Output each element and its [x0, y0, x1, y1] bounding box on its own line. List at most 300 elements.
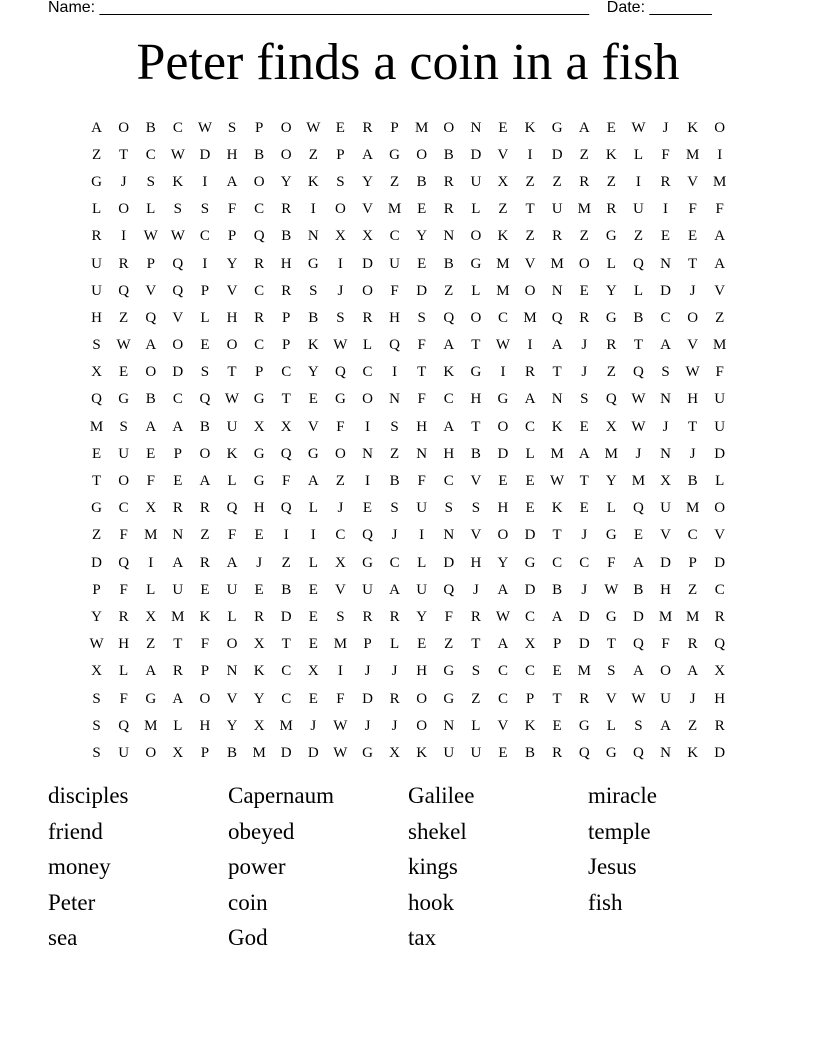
grid-letter: E	[119, 364, 129, 381]
grid-letter: U	[389, 255, 400, 272]
grid-letter: N	[443, 717, 455, 734]
grid-letter: E	[308, 608, 318, 625]
grid-letter: T	[471, 418, 481, 435]
grid-letter: Y	[307, 364, 319, 381]
grid-row	[83, 168, 733, 195]
grid-letter: E	[579, 418, 589, 435]
grid-letter: E	[308, 391, 318, 408]
grid-letter: K	[524, 119, 536, 136]
grid-letter: L	[471, 717, 481, 734]
grid-row	[83, 332, 733, 359]
grid-letter: G	[334, 391, 346, 408]
grid-letter: Q	[145, 309, 157, 326]
grid-letter: W	[197, 119, 212, 136]
grid-letter: M	[144, 527, 158, 544]
grid-row	[83, 658, 733, 685]
grid-letter: K	[551, 500, 563, 517]
grid-letter: O	[714, 500, 726, 517]
grid-letter: E	[552, 717, 562, 734]
grid-letter: Y	[497, 554, 509, 571]
grid-row	[83, 440, 733, 467]
grid-letter: R	[199, 554, 210, 571]
grid-letter: E	[173, 473, 183, 490]
grid-letter: U	[226, 418, 238, 435]
grid-letter: V	[362, 201, 373, 218]
word-list-item: Capernaum	[228, 783, 335, 808]
grid-letter: L	[308, 500, 318, 517]
grid-letter: G	[362, 554, 373, 571]
grid-row	[83, 114, 733, 141]
grid-row	[83, 739, 733, 766]
grid-letter: I	[148, 554, 154, 571]
grid-letter: L	[308, 554, 318, 571]
grid-letter: K	[253, 663, 265, 680]
grid-letter: T	[579, 473, 589, 490]
grid-row	[83, 685, 733, 712]
grid-letter: W	[631, 690, 646, 707]
grid-letter: G	[443, 663, 455, 680]
grid-letter: E	[579, 500, 589, 517]
grid-letter: V	[307, 418, 319, 435]
grid-letter: P	[282, 309, 291, 326]
grid-letter: T	[688, 255, 698, 272]
grid-letter: J	[337, 282, 344, 299]
page-title: Peter finds a coin in a fish	[136, 34, 680, 91]
grid-row	[83, 712, 733, 739]
grid-letter: O	[578, 255, 590, 272]
grid-letter: Y	[280, 173, 292, 190]
grid-letter: G	[307, 445, 319, 462]
grid-letter: D	[578, 636, 590, 653]
grid-letter: R	[714, 608, 725, 625]
grid-letter: F	[227, 201, 237, 218]
grid-letter: Q	[551, 309, 563, 326]
grid-letter: P	[173, 445, 182, 462]
grid-letter: E	[362, 500, 373, 517]
grid-letter: C	[335, 527, 346, 544]
grid-row	[83, 277, 733, 304]
grid-letter: C	[714, 581, 725, 598]
grid-letter: Q	[633, 744, 644, 761]
grid-letter: I	[283, 527, 289, 544]
grid-letter: Z	[688, 581, 698, 598]
grid-letter: V	[172, 309, 184, 326]
grid-letter: Z	[471, 690, 481, 707]
grid-letter: S	[417, 309, 426, 326]
word-list-item: kings	[408, 854, 458, 879]
grid-letter: U	[172, 581, 184, 598]
grid-row	[83, 386, 733, 413]
grid-letter: F	[444, 608, 453, 625]
grid-letter: G	[91, 500, 102, 517]
word-list-item: sea	[48, 925, 78, 950]
grid-letter: F	[715, 364, 724, 381]
grid-letter: U	[660, 690, 671, 707]
grid-letter: M	[713, 337, 727, 354]
grid-letter: A	[578, 119, 590, 136]
grid-row	[83, 304, 733, 331]
grid-letter: T	[281, 636, 291, 653]
grid-letter: H	[470, 391, 482, 408]
grid-letter: Q	[633, 500, 644, 517]
grid-letter: A	[524, 391, 536, 408]
grid-letter: Q	[334, 364, 346, 381]
grid-letter: F	[146, 473, 155, 490]
grid-letter: S	[146, 173, 155, 190]
word-list-item: God	[228, 925, 268, 950]
grid-letter: J	[391, 717, 398, 734]
grid-letter: G	[605, 527, 617, 544]
grid-letter: L	[606, 500, 616, 517]
grid-letter: X	[145, 608, 157, 625]
grid-letter: R	[254, 608, 265, 625]
grid-letter: C	[389, 228, 400, 245]
grid-letter: C	[497, 663, 508, 680]
grid-letter: D	[714, 744, 726, 761]
grid-letter: D	[660, 282, 671, 299]
grid-letter: I	[202, 173, 208, 190]
grid-letter: F	[417, 337, 426, 354]
grid-letter: O	[524, 282, 536, 299]
grid-letter: E	[688, 228, 698, 245]
grid-letter: J	[581, 337, 588, 354]
grid-letter: G	[605, 309, 617, 326]
grid-letter: T	[552, 690, 562, 707]
grid-letter: S	[200, 364, 210, 381]
grid-letter: Z	[715, 309, 725, 326]
grid-letter: J	[581, 581, 588, 598]
grid-letter: E	[254, 527, 264, 544]
grid-letter: Q	[91, 391, 102, 408]
grid-letter: L	[146, 201, 156, 218]
grid-letter: W	[333, 744, 348, 761]
grid-letter: T	[606, 636, 616, 653]
grid-letter: W	[224, 391, 240, 408]
grid-letter: I	[527, 337, 533, 354]
grid-letter: N	[660, 391, 671, 408]
grid-letter: Q	[280, 500, 292, 517]
grid-letter: W	[604, 581, 619, 598]
grid-letter: Q	[605, 391, 617, 408]
grid-letter: M	[415, 119, 429, 136]
grid-letter: C	[525, 663, 536, 680]
grid-letter: Q	[633, 636, 644, 653]
grid-letter: A	[199, 473, 211, 490]
grid-letter: B	[254, 146, 265, 163]
grid-letter: X	[253, 636, 265, 653]
grid-row	[83, 522, 733, 549]
grid-letter: M	[631, 473, 646, 490]
grid-letter: B	[633, 309, 644, 326]
grid-letter: D	[362, 255, 373, 272]
grid-letter: F	[200, 636, 210, 653]
grid-letter: N	[443, 527, 455, 544]
grid-letter: W	[631, 119, 646, 136]
grid-letter: L	[362, 337, 373, 354]
grid-letter: R	[687, 636, 698, 653]
grid-letter: Z	[525, 173, 535, 190]
grid-letter: Q	[118, 717, 130, 734]
word-list-item: money	[48, 854, 111, 879]
grid-letter: X	[497, 173, 509, 190]
grid-letter: O	[362, 391, 373, 408]
grid-letter: I	[121, 228, 127, 245]
grid-letter: A	[362, 146, 373, 163]
grid-letter: Y	[91, 608, 102, 625]
grid-letter: H	[226, 309, 238, 326]
grid-letter: L	[227, 608, 237, 625]
grid-letter: P	[254, 364, 264, 381]
grid-letter: B	[552, 581, 563, 598]
grid-letter: V	[226, 282, 238, 299]
grid-letter: S	[471, 663, 481, 680]
grid-letter: P	[200, 282, 210, 299]
grid-letter: M	[577, 663, 591, 680]
grid-letter: P	[525, 690, 535, 707]
grid-letter: Y	[416, 228, 428, 245]
grid-letter: I	[419, 527, 425, 544]
grid-letter: A	[551, 608, 563, 625]
grid-letter: H	[253, 500, 265, 517]
grid-letter: R	[362, 119, 373, 136]
grid-letter: O	[714, 119, 726, 136]
grid-letter: B	[525, 744, 536, 761]
grid-letter: O	[118, 473, 130, 490]
grid-letter: X	[280, 418, 292, 435]
grid-letter: U	[633, 201, 644, 218]
grid-letter: Z	[91, 527, 102, 544]
grid-letter: P	[200, 744, 210, 761]
grid-letter: O	[470, 309, 482, 326]
grid-letter: G	[551, 119, 563, 136]
grid-letter: Q	[443, 581, 455, 598]
grid-letter: E	[146, 445, 156, 462]
grid-letter: S	[336, 173, 345, 190]
grid-letter: A	[226, 554, 238, 571]
grid-letter: Z	[444, 636, 454, 653]
grid-letter: K	[307, 173, 319, 190]
grid-letter: A	[497, 581, 509, 598]
grid-letter: S	[200, 201, 210, 218]
grid-letter: X	[253, 717, 265, 734]
grid-letter: T	[525, 201, 535, 218]
grid-letter: Y	[253, 690, 265, 707]
grid-letter: J	[391, 663, 398, 680]
grid-letter: S	[390, 500, 399, 517]
word-list-item: temple	[588, 818, 651, 844]
grid-letter: H	[91, 309, 102, 326]
grid-letter: X	[524, 636, 536, 653]
word-list-item: friend	[48, 818, 103, 844]
grid-letter: E	[660, 228, 671, 245]
grid-letter: W	[495, 337, 511, 354]
grid-letter: Q	[389, 337, 400, 354]
grid-letter: G	[605, 608, 617, 625]
grid-letter: J	[391, 527, 398, 544]
grid-letter: C	[497, 309, 508, 326]
grid-letter: C	[443, 473, 454, 490]
grid-letter: E	[417, 255, 427, 272]
grid-letter: M	[550, 445, 564, 462]
grid-letter: S	[634, 717, 643, 734]
grid-letter: H	[199, 717, 211, 734]
grid-letter: B	[389, 473, 400, 490]
grid-letter: C	[389, 554, 400, 571]
grid-letter: H	[470, 554, 482, 571]
grid-letter: R	[281, 282, 292, 299]
grid-letter: B	[145, 391, 156, 408]
grid-letter: W	[143, 228, 158, 245]
grid-letter: O	[199, 690, 211, 707]
grid-letter: K	[605, 146, 617, 163]
grid-letter: B	[281, 581, 292, 598]
grid-letter: G	[145, 690, 157, 707]
grid-letter: K	[307, 337, 319, 354]
word-list-item: shekel	[408, 818, 467, 844]
grid-letter: R	[470, 608, 481, 625]
grid-letter: A	[226, 173, 238, 190]
word-list-item: coin	[228, 889, 268, 915]
grid-letter: L	[91, 201, 102, 218]
grid-letter: Z	[552, 173, 562, 190]
grid-letter: G	[389, 146, 400, 163]
grid-letter: L	[633, 146, 643, 163]
grid-row	[83, 359, 733, 386]
grid-letter: L	[227, 473, 237, 490]
grid-row	[83, 223, 733, 250]
grid-letter: N	[443, 228, 455, 245]
grid-letter: E	[633, 527, 643, 544]
grid-letter: Z	[389, 445, 400, 462]
grid-letter: J	[337, 500, 344, 517]
grid-letter: I	[392, 364, 398, 381]
grid-letter: U	[443, 744, 455, 761]
grid-letter: X	[91, 364, 102, 381]
grid-letter: X	[362, 228, 373, 245]
grid-letter: W	[631, 391, 646, 408]
grid-letter: O	[416, 146, 428, 163]
grid-letter: F	[417, 473, 426, 490]
grid-letter: V	[524, 255, 536, 272]
grid-letter: M	[550, 255, 564, 272]
grid-letter: D	[362, 690, 373, 707]
grid-letter: A	[660, 717, 671, 734]
grid-letter: U	[118, 445, 130, 462]
grid-row	[83, 467, 733, 494]
grid-letter: T	[227, 364, 237, 381]
grid-letter: G	[91, 173, 102, 190]
grid-letter: B	[443, 255, 454, 272]
word-list-item: disciples	[48, 783, 129, 808]
grid-letter: K	[416, 744, 428, 761]
grid-letter: M	[523, 309, 537, 326]
grid-letter: Z	[579, 228, 589, 245]
grid-letter: O	[172, 337, 184, 354]
grid-letter: W	[333, 337, 348, 354]
grid-letter: F	[227, 527, 237, 544]
grid-letter: O	[497, 418, 509, 435]
grid-letter: G	[307, 255, 319, 272]
grid-letter: S	[336, 309, 345, 326]
grid-letter: C	[281, 364, 292, 381]
grid-letter: R	[389, 608, 400, 625]
grid-letter: J	[310, 717, 317, 734]
grid-letter: L	[633, 282, 643, 299]
grid-letter: V	[687, 337, 699, 354]
grid-letter: H	[416, 663, 428, 680]
grid-letter: O	[334, 201, 346, 218]
grid-letter: N	[362, 445, 373, 462]
grid-letter: Q	[633, 255, 644, 272]
grid-letter: M	[333, 636, 348, 653]
grid-letter: Y	[605, 282, 617, 299]
grid-letter: I	[310, 527, 316, 544]
grid-letter: H	[443, 445, 455, 462]
grid-letter: M	[144, 717, 158, 734]
grid-row	[83, 495, 733, 522]
grid-letter: R	[552, 744, 563, 761]
grid-letter: J	[364, 663, 371, 680]
grid-letter: G	[118, 391, 130, 408]
grid-letter: X	[389, 744, 400, 761]
grid-letter: A	[660, 337, 671, 354]
grid-letter: N	[470, 119, 482, 136]
grid-letter: Q	[362, 527, 373, 544]
grid-letter: S	[92, 337, 101, 354]
grid-letter: D	[280, 744, 292, 761]
grid-letter: Y	[226, 255, 238, 272]
grid-letter: R	[172, 500, 183, 517]
grid-letter: C	[660, 309, 671, 326]
grid-letter: I	[635, 173, 641, 190]
grid-letter: V	[470, 527, 482, 544]
grid-letter: V	[687, 173, 699, 190]
grid-letter: I	[337, 255, 343, 272]
grid-letter: E	[417, 636, 427, 653]
grid-letter: G	[362, 744, 373, 761]
grid-letter: R	[91, 228, 102, 245]
grid-letter: D	[714, 554, 726, 571]
grid-letter: W	[170, 146, 185, 163]
word-list	[48, 780, 768, 958]
grid-letter: V	[470, 473, 482, 490]
word-list-item: power	[228, 854, 286, 879]
grid-letter: V	[145, 282, 157, 299]
grid-letter: W	[631, 418, 646, 435]
grid-row	[83, 549, 733, 576]
grid-letter: O	[497, 527, 509, 544]
grid-letter: H	[660, 581, 671, 598]
grid-letter: D	[172, 364, 184, 381]
grid-letter: G	[578, 717, 590, 734]
grid-letter: L	[119, 663, 129, 680]
grid-letter: P	[146, 255, 155, 272]
grid-letter: Z	[579, 146, 589, 163]
grid-letter: E	[525, 473, 535, 490]
header-name-date-line	[48, 0, 712, 18]
grid-letter: U	[714, 418, 726, 435]
grid-letter: I	[202, 255, 208, 272]
grid-letter: Y	[362, 173, 373, 190]
grid-letter: M	[685, 500, 700, 517]
grid-letter: Q	[714, 636, 726, 653]
grid-letter: X	[253, 418, 265, 435]
grid-letter: V	[605, 690, 617, 707]
grid-letter: F	[661, 146, 670, 163]
grid-letter: M	[496, 282, 510, 299]
grid-letter: S	[607, 663, 616, 680]
word-list-item: Jesus	[588, 854, 637, 879]
